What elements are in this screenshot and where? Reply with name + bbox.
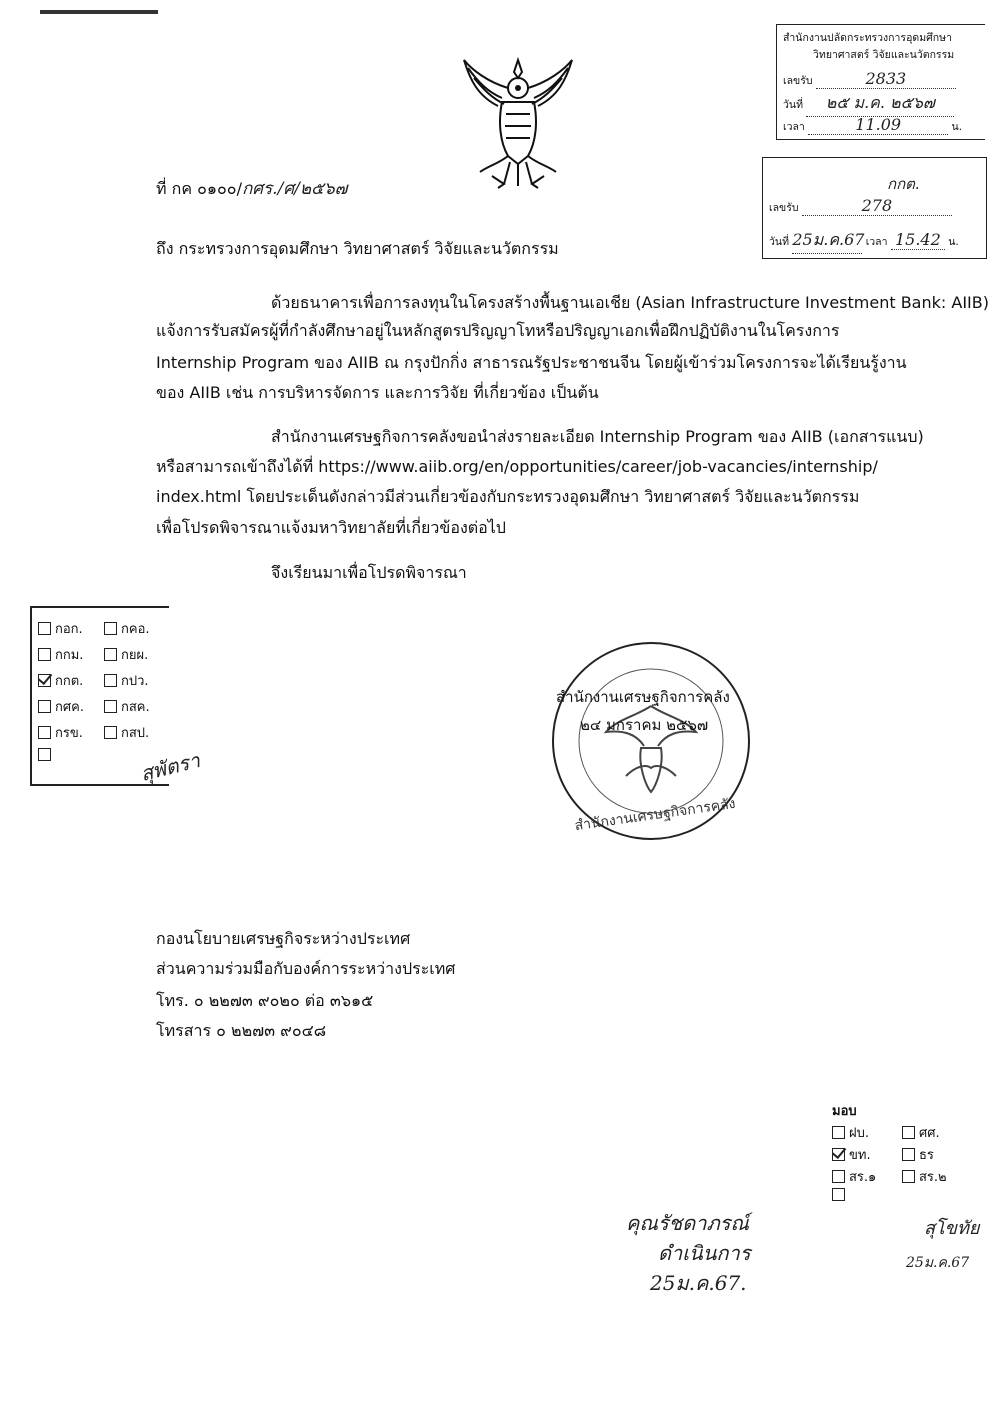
stamp2-date-value: 25ม.ค.67 [792, 228, 862, 254]
checkbox[interactable] [104, 622, 117, 635]
checkbox-checked[interactable] [38, 674, 51, 687]
checkbox[interactable] [38, 648, 51, 661]
letter-recipient: ถึง กระทรวงการอุดมศึกษา วิทยาศาสตร์ วิจัยและนวัตกรรม [156, 239, 559, 258]
reference-handwritten: กศร./ศ/๒๕๖๗ [241, 179, 348, 199]
handwritten-note-line: คุณรัชดาภรณ์ [626, 1211, 749, 1235]
footer-fax: โทรสาร ๐ ๒๒๗๓ ๙๐๔๘ [156, 1021, 327, 1040]
letter-reference [156, 178, 347, 200]
reference-label: ที่ กค ๐๑๐๐/ [156, 179, 242, 198]
stamp-agency: สำนักงานปลัดกระทรวงการอุดมศึกษา [783, 32, 952, 44]
checkbox[interactable] [38, 748, 51, 761]
stamp-date-label: วันที่ [783, 99, 803, 111]
checkbox[interactable] [104, 726, 117, 739]
checkbox[interactable] [104, 674, 117, 687]
footer-section: ส่วนความร่วมมือกับองค์การระหว่างประเทศ [156, 959, 456, 978]
assign-item[interactable]: ศศ. [902, 1122, 940, 1143]
checkbox[interactable] [902, 1170, 915, 1183]
stamp-time-unit: น. [951, 121, 963, 133]
routing-item[interactable]: กกต. [38, 670, 83, 691]
stamp2-time-value: 15.42 [891, 230, 945, 250]
official-seal [546, 636, 756, 846]
letter-closing: จึงเรียนมาเพื่อโปรดพิจารณา [271, 563, 467, 582]
routing-item[interactable] [38, 748, 55, 761]
garuda-emblem-icon [458, 52, 578, 192]
handwritten-signature-date: 25ม.ค.67 [906, 1255, 970, 1271]
stamp-number-value: 2833 [816, 69, 956, 89]
stamp2-number-label: เลขรับ [769, 202, 799, 214]
para2-line: เพื่อโปรดพิจารณาแจ้งมหาวิทยาลัยที่เกี่ยวข้องต่อไป [156, 518, 506, 537]
checkbox[interactable] [104, 700, 117, 713]
routing-item[interactable]: กคอ. [104, 618, 150, 639]
routing-item[interactable]: กอก. [38, 618, 83, 639]
routing-signature: สุพัตรา [137, 748, 203, 786]
checkbox[interactable] [832, 1170, 845, 1183]
routing-item[interactable]: กกม. [38, 644, 83, 665]
checkbox[interactable] [38, 622, 51, 635]
checkbox[interactable] [832, 1188, 845, 1201]
routing-item[interactable]: กยผ. [104, 644, 148, 665]
routing-item[interactable]: กสค. [104, 696, 150, 717]
stamp-number-label: เลขรับ [783, 75, 813, 87]
routing-item[interactable]: กสป. [104, 722, 149, 743]
handwritten-signature: สุโขทัย [924, 1218, 980, 1239]
para1-line: Internship Program ของ AIIB ณ กรุงปักกิ่ง สาธารณรัฐประชาชนจีน โดยผู้เข้าร่วมโครงการจะได้เรียนรู้งาน [156, 353, 907, 372]
seal-ring-text: สำนักงานเศรษฐกิจการคลัง [573, 795, 737, 835]
checkbox[interactable] [832, 1126, 845, 1139]
footer-division: กองนโยบายเศรษฐกิจระหว่างประเทศ [156, 929, 411, 948]
stamp-time-value: 11.09 [808, 115, 948, 135]
checkbox[interactable] [902, 1126, 915, 1139]
scan-edge-mark [40, 10, 158, 14]
para1-line: ด้วยธนาคารเพื่อการลงทุนในโครงสร้างพื้นฐานเอเชีย (Asian Infrastructure Investment Bank: AIIB) [271, 293, 989, 312]
para2-line: สำนักงานเศรษฐกิจการคลังขอนำส่งรายละเอียด Internship Program ของ AIIB (เอกสารแนบ) [271, 427, 924, 446]
assign-item[interactable]: ฝบ. [832, 1122, 869, 1143]
para1-line: แจ้งการรับสมัครผู้ที่กำลังศึกษาอยู่ในหลักสูตรปริญญาโทหรือปริญญาเอกเพื่อฝึกปฏิบัติงานในโครงการ [156, 321, 840, 340]
registry-stamp-department [762, 157, 987, 259]
handwritten-note-line: ดำเนินการ [658, 1241, 751, 1265]
assign-item[interactable]: สร.๑ [832, 1166, 876, 1187]
assign-item[interactable] [832, 1188, 849, 1201]
assign-item[interactable]: สร.๒ [902, 1166, 947, 1187]
assign-item[interactable]: ธร [902, 1144, 934, 1165]
para1-line: ของ AIIB เช่น การบริหารจัดการ และการวิจัย ที่เกี่ยวข้อง เป็นต้น [156, 383, 599, 402]
checkbox[interactable] [902, 1148, 915, 1161]
assign-item[interactable]: ขท. [832, 1144, 871, 1165]
footer-phone: โทร. ๐ ๒๒๗๓ ๙๐๒๐ ต่อ ๓๖๑๕ [156, 991, 374, 1010]
para2-line: index.html โดยประเด็นดังกล่าวมีส่วนเกี่ยวข้องกับกระทรวงอุดมศึกษา วิทยาศาสตร์ วิจัยและนวัตกรรม [156, 487, 860, 506]
assignment-box [828, 1100, 978, 1210]
para2-line: หรือสามารถเข้าถึงได้ที่ https://www.aiib.org/en/opportunities/career/job-vacancies/internship/ [156, 457, 878, 476]
stamp-time-label: เวลา [783, 121, 805, 133]
stamp2-date-label: วันที่ [769, 236, 789, 248]
seal-agency: สำนักงานเศรษฐกิจการคลัง [556, 688, 730, 706]
routing-item[interactable]: กรข. [38, 722, 83, 743]
checkbox[interactable] [38, 726, 51, 739]
routing-item[interactable]: กปว. [104, 670, 149, 691]
stamp2-time-label: เวลา [865, 236, 888, 248]
seal-date: ๒๔ มกราคม ๒๕๖๗ [580, 716, 709, 734]
routing-item[interactable]: กศค. [38, 696, 84, 717]
stamp2-time-unit: น. [948, 236, 959, 248]
stamp-agency-line2: วิทยาศาสตร์ วิจัยและนวัตกรรม [813, 49, 955, 61]
stamp-unit: กกต. [887, 175, 920, 193]
handwritten-note-line: 25ม.ค.67. [650, 1271, 747, 1295]
checkbox[interactable] [104, 648, 117, 661]
stamp2-number-value: 278 [802, 196, 952, 216]
checkbox-checked[interactable] [832, 1148, 845, 1161]
stamp-date-value: ๒๕ ม.ค. ๒๕๖๗ [806, 91, 954, 117]
checkbox[interactable] [38, 700, 51, 713]
assign-title: มอบ [832, 1104, 857, 1119]
registry-stamp-mhesi [776, 24, 985, 140]
